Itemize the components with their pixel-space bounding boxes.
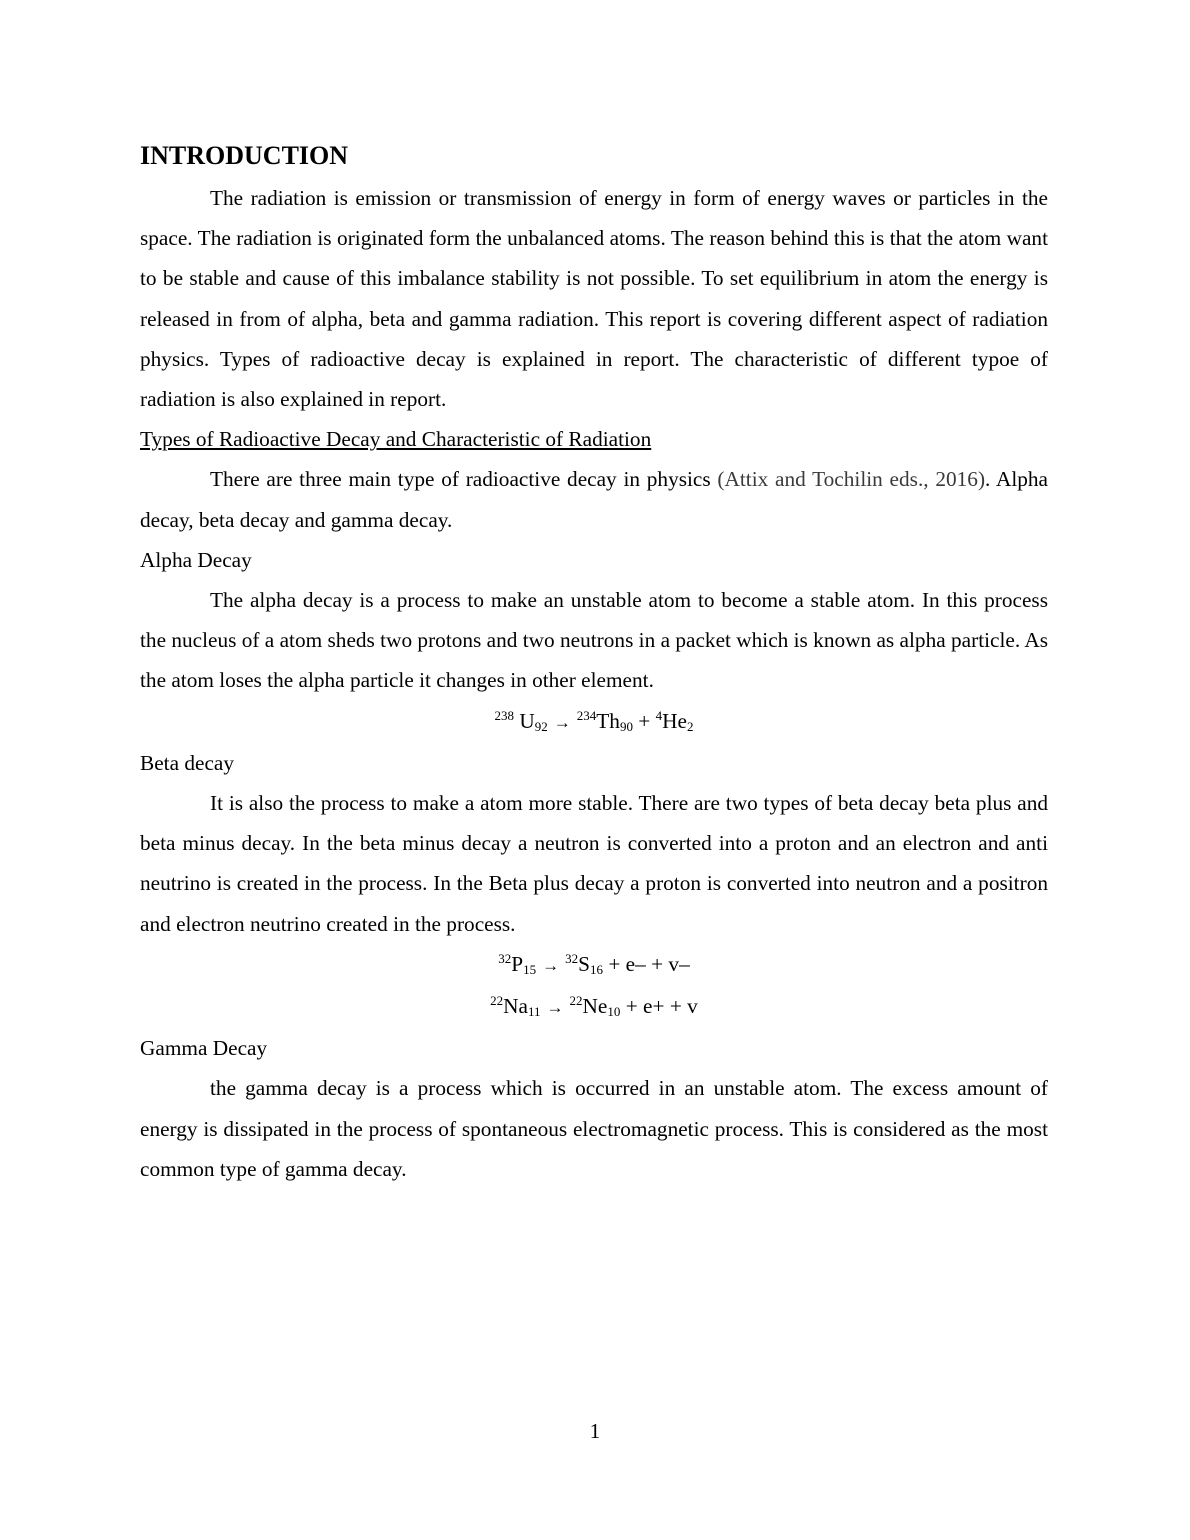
types-text: There are three main type of radioactive decay in physics: [210, 467, 718, 492]
arrow-icon: →: [553, 712, 571, 732]
alpha-decay-paragraph: The alpha decay is a process to make an unstable atom to become a stable atom. In this process the nucleus of a atom sheds two protons and two neutrons in a packet which is known as alpha particle. As the atom loses the alpha particle it changes in other element.: [140, 588, 1048, 693]
eq-element: He: [662, 708, 687, 733]
page-title: INTRODUCTION: [140, 141, 349, 170]
eq-superscript: 238: [494, 707, 515, 723]
eq-subscript: 90: [619, 718, 633, 734]
eq-element: U: [519, 708, 535, 733]
types-paragraph: [140, 459, 1048, 539]
eq-subscript: 10: [607, 1004, 621, 1020]
gamma-decay-title: Gamma Decay: [140, 1036, 268, 1061]
beta-decay-title: Beta decay: [140, 750, 235, 775]
eq-element: Th: [596, 708, 620, 733]
section-title: Types of Radioactive Decay and Characteristic of Radiation: [140, 427, 652, 452]
eq-superscript: 32: [498, 950, 512, 966]
citation: (Attix and Tochilin eds., 2016): [717, 467, 986, 492]
intro-paragraph: The radiation is emission or transmission of energy in form of energy waves or particles in the space. The radiation is originated form the unbalanced atoms. The reason behind this is that the atom want to be stable and cause of this imbalance stability is not possible. To set equilibrium in atom the energy is released in from of alpha, beta and gamma radiation. This report is covering different aspect of radiation physics. Types of radioactive decay is explained in report. The characteristic of different typoe of radiation is also explained in report.: [140, 186, 1048, 412]
alpha-equation: [140, 701, 1048, 743]
eq-element: P: [511, 951, 524, 976]
beta-decay-paragraph: It is also the process to make a atom more stable. There are two types of beta decay beta plus and beta minus decay. In the beta minus decay a neutron is converted into a proton and an electron and anti neutrino is created in the process. In the Beta plus decay a proton is converted into neutron and a positron and electron neutrino created in the process.: [140, 791, 1048, 936]
gamma-decay-paragraph: the gamma decay is a process which is occurred in an unstable atom. The excess amount of energy is dissipated in the process of spontaneous electromagnetic process. This is considered as the most common type of gamma decay.: [140, 1076, 1048, 1181]
eq-subscript: 16: [590, 961, 603, 977]
eq-subscript: 15: [523, 961, 537, 977]
eq-superscript: 22: [490, 993, 504, 1009]
types-text-end: . Alpha decay, beta decay and gamma decay.: [140, 467, 1048, 532]
beta-minus-equation: [140, 944, 1048, 986]
eq-superscript: 22: [569, 993, 583, 1009]
eq-element: Na: [503, 994, 529, 1019]
eq-superscript: 234: [576, 707, 597, 723]
eq-subscript: 11: [528, 1004, 541, 1020]
eq-subscript: 2: [686, 718, 694, 734]
alpha-decay-title: Alpha Decay: [140, 547, 252, 572]
eq-subscript: 92: [534, 718, 548, 734]
eq-products: + e– + v–: [603, 951, 690, 976]
arrow-icon: →: [542, 955, 560, 975]
eq-superscript: 32: [565, 950, 579, 966]
arrow-icon: →: [546, 998, 564, 1018]
eq-products: + e+ + v: [620, 994, 698, 1019]
eq-plus: +: [632, 708, 656, 733]
eq-superscript: 4: [655, 707, 663, 723]
page-number: 1: [589, 1419, 601, 1443]
eq-element: S: [578, 951, 590, 976]
page-content: [140, 138, 1048, 1189]
eq-element: Ne: [582, 994, 608, 1019]
beta-plus-equation: [140, 986, 1048, 1028]
